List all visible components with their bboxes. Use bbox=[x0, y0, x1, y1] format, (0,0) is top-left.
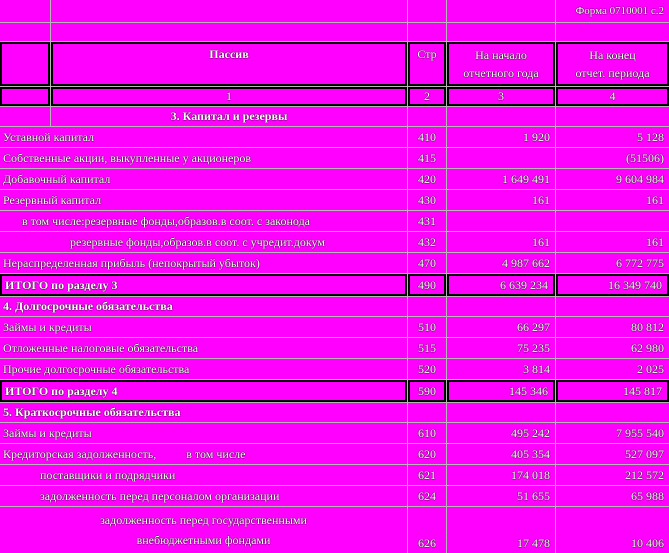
form-label-row bbox=[0, 0, 669, 22]
table-row: Прочие долгосрочные обязательства 520 3 814 2 025 bbox=[0, 359, 669, 379]
header-liabilities: Пассив bbox=[51, 42, 407, 86]
header-start: На начало отчетного года bbox=[447, 42, 555, 86]
section-header bbox=[0, 297, 669, 316]
column-numbers-row: 1 2 3 4 bbox=[0, 87, 669, 106]
table-row: Нераспределенная прибыль (непокрытый убыток) 470 4 987 662 6 772 775 bbox=[0, 253, 669, 273]
table-row-total: ИТОГО по разделу 3 490 6 639 234 16 349 740 bbox=[0, 274, 669, 296]
section-title: 3. Капитал и резервы bbox=[51, 107, 407, 126]
table-row: задолженность перед государственными внебюджетными фондами 626 17 478 10 406 bbox=[0, 507, 669, 553]
table-row-total: ИТОГО по разделу 4 590 145 346 145 817 bbox=[0, 380, 669, 402]
table-row: Добавочный капитал 420 1 649 491 9 604 984 bbox=[0, 169, 669, 189]
section-title: 5. Краткосрочные обязательства bbox=[0, 403, 407, 422]
section-header bbox=[0, 107, 669, 126]
table-row: задолженность перед персоналом организации 624 51 655 65 988 bbox=[0, 486, 669, 506]
spacer-row bbox=[0, 23, 669, 41]
table-header bbox=[0, 42, 669, 86]
table-row: Отложенные налоговые обязательства 515 75 235 62 980 bbox=[0, 338, 669, 358]
table-row: поставщики и подрядчики 621 174 018 212 572 bbox=[0, 465, 669, 485]
header-line: Стр bbox=[408, 42, 446, 86]
table-row: Собственные акции, выкупленные у акционеров 415 (51506) bbox=[0, 148, 669, 168]
header-end: На конец отчет. периода bbox=[556, 42, 669, 86]
table-row: Кредиторская задолженность, в том числе 620 405 354 527 097 bbox=[0, 444, 669, 464]
table-row: в том числе:резервные фонды,образов.в соот. с законода 431 bbox=[0, 211, 669, 231]
table-row: Уставной капитал 410 1 920 5 128 bbox=[0, 127, 669, 147]
section-header bbox=[0, 403, 669, 422]
section-title: 4. Долгосрочные обязательства bbox=[0, 297, 407, 316]
form-label: Форма 0710001 с.2 bbox=[556, 0, 669, 22]
table-row: Займы и кредиты 510 66 297 80 812 bbox=[0, 317, 669, 337]
table-row: резервные фонды,образов.в соот. с учредит.докум 432 161 161 bbox=[0, 232, 669, 252]
table-row: Займы и кредиты 610 495 242 7 955 540 bbox=[0, 423, 669, 443]
table-row: Резервный капитал 430 161 161 bbox=[0, 190, 669, 210]
